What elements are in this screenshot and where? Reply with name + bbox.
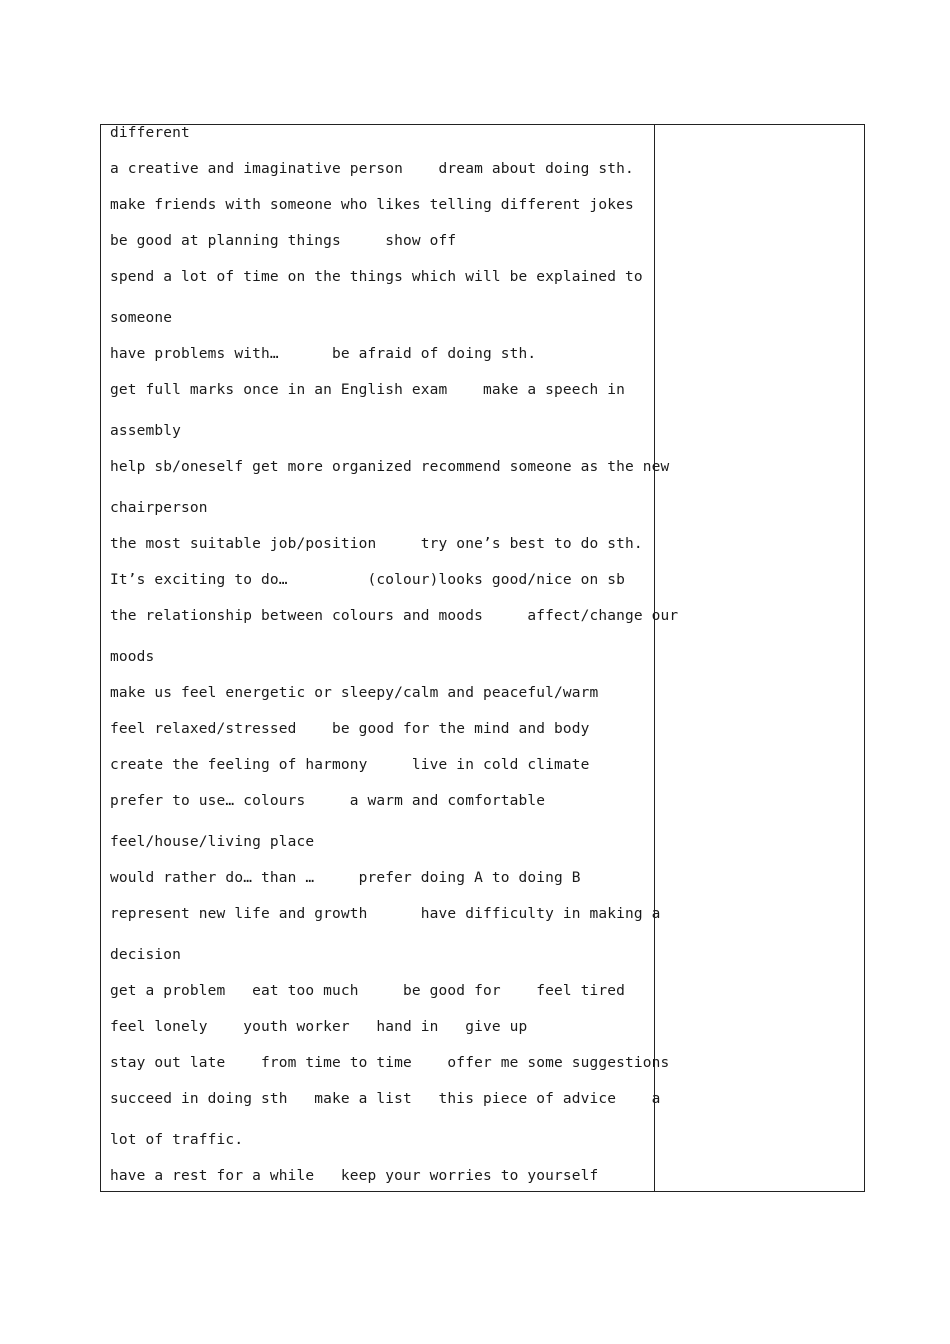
phrase-line: have a rest for a while keep your worries to yourself [110, 1168, 599, 1184]
phrase-line: spend a lot of time on the things which will be explained to [110, 269, 643, 285]
phrase-line: It’s exciting to do… (colour)looks good/nice on sb [110, 572, 626, 588]
phrase-line: the most suitable job/position try one’s best to do sth. [110, 536, 643, 552]
phrase-line: assembly [110, 423, 182, 439]
phrase-line: different [110, 125, 190, 141]
phrase-line: feel/house/living place [110, 834, 315, 850]
notes-column [655, 125, 864, 1191]
vocabulary-table [100, 124, 865, 1192]
phrase-line: decision [110, 947, 182, 963]
phrase-line: get a problem eat too much be good for feel tired [110, 983, 626, 999]
phrase-line: chairperson [110, 500, 208, 516]
phrase-line: create the feeling of harmony live in cold climate [110, 757, 590, 773]
phrase-line: the relationship between colours and moods affect/change our [110, 608, 679, 624]
phrase-line: a creative and imaginative person dream about doing sth. [110, 161, 634, 177]
phrases-column [101, 125, 679, 1191]
phrase-line: stay out late from time to time offer me some suggestions [110, 1055, 670, 1071]
phrase-line: get full marks once in an English exam make a speech in [110, 382, 626, 398]
phrase-line: would rather do… than … prefer doing A to doing B [110, 870, 581, 886]
phrase-line: represent new life and growth have difficulty in making a [110, 906, 661, 922]
phrase-line: be good at planning things show off [110, 233, 457, 249]
phrase-line: prefer to use… colours a warm and comfortable [110, 793, 546, 809]
phrase-line: make friends with someone who likes telling different jokes [110, 197, 634, 213]
phrase-line: help sb/oneself get more organized recommend someone as the new [110, 459, 670, 475]
phrase-line: lot of traffic. [110, 1132, 244, 1148]
phrase-line: make us feel energetic or sleepy/calm and peaceful/warm [110, 685, 599, 701]
phrase-line: someone [110, 310, 173, 326]
phrase-line: feel relaxed/stressed be good for the mind and body [110, 721, 590, 737]
phrase-line: moods [110, 649, 155, 665]
phrase-line: succeed in doing sth make a list this piece of advice a [110, 1091, 661, 1107]
phrase-line: have problems with… be afraid of doing sth. [110, 346, 537, 362]
phrase-line: feel lonely youth worker hand in give up [110, 1019, 528, 1035]
